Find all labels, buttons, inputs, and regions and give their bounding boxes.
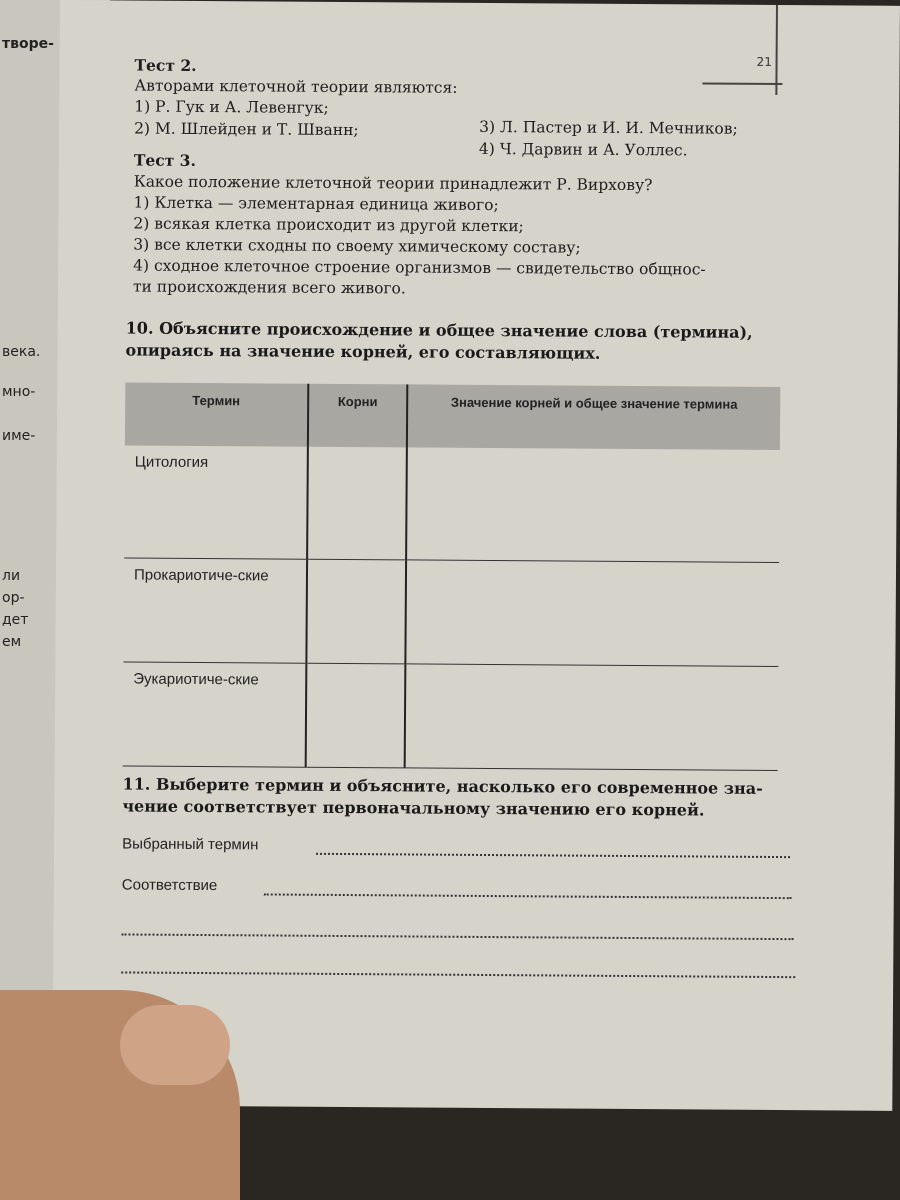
- roots-cell[interactable]: [307, 447, 407, 560]
- task10-heading-cont: опираясь на значение корней, его составляющих.: [125, 340, 601, 363]
- answer-line[interactable]: [121, 932, 793, 940]
- header-roots: Корни: [308, 384, 407, 448]
- test3-question: Какое положение клеточной теории принадлежит Р. Вирхову?: [133, 172, 653, 195]
- match-field[interactable]: [264, 892, 792, 899]
- answer-line[interactable]: [121, 970, 795, 978]
- task10-heading: 10. Объясните происхождение и общее значение слова (термина),: [125, 318, 753, 342]
- meaning-cell[interactable]: [405, 663, 779, 770]
- chosen-term-field[interactable]: [316, 852, 790, 858]
- left-fragment: ем: [2, 634, 22, 650]
- table-row: [123, 557, 779, 666]
- test3-title: Тест 3.: [133, 150, 196, 170]
- test3-option-4-cont: ти происхождения всего живого.: [132, 277, 406, 298]
- thumb: [120, 1005, 230, 1085]
- header-meaning: Значение корней и общее значение термина: [407, 384, 780, 450]
- task11-heading-cont: чение соответствует первоначальному значению его корней.: [122, 796, 705, 820]
- left-fragment: творе-: [2, 36, 54, 52]
- left-fragment: ли: [2, 568, 21, 584]
- page-number: 21: [756, 54, 772, 69]
- table-header-row: [125, 382, 780, 450]
- test2-option-3[interactable]: 3) Л. Пастер и И. И. Мечников;: [479, 117, 738, 138]
- test3-option-2[interactable]: 2) всякая клетка происходит из другой клетки;: [133, 214, 524, 236]
- term-cell: Прокариотиче-ские: [123, 557, 307, 662]
- test2-question: Авторами клеточной теории являются:: [134, 76, 458, 97]
- roots-cell[interactable]: [306, 663, 406, 768]
- meaning-cell[interactable]: [405, 559, 779, 666]
- test2-option-1[interactable]: 1) Р. Гук и А. Левенгук;: [134, 97, 329, 117]
- left-fragment: дет: [2, 612, 29, 628]
- roots-cell[interactable]: [306, 559, 406, 664]
- margin-rule: [702, 82, 782, 85]
- left-fragment: ор-: [2, 590, 25, 606]
- margin-rule: [775, 5, 778, 95]
- test2-option-4[interactable]: 4) Ч. Дарвин и А. Уоллес.: [478, 139, 688, 160]
- header-term: Термин: [125, 382, 308, 446]
- test2-title: Тест 2.: [134, 55, 197, 75]
- left-fragment: века.: [2, 344, 41, 360]
- table-row: [123, 661, 779, 770]
- table-row: [124, 445, 780, 562]
- meaning-cell[interactable]: [406, 447, 780, 562]
- task11-heading: 11. Выберите термин и объясните, насколько его современное зна-: [122, 774, 763, 798]
- terms-table: [123, 382, 781, 770]
- match-label: Соответствие: [121, 876, 218, 895]
- test3-option-3[interactable]: 3) все клетки сходны по своему химическому составу;: [133, 235, 581, 257]
- left-fragment: мно-: [2, 384, 36, 400]
- chosen-term-label: Выбранный термин: [122, 835, 259, 854]
- term-cell: Эукариотиче-ские: [123, 661, 307, 766]
- workbook-page: [52, 0, 900, 1111]
- test3-option-1[interactable]: 1) Клетка — элементарная единица живого;: [133, 193, 499, 215]
- test2-option-2[interactable]: 2) М. Шлейден и Т. Шванн;: [134, 119, 359, 140]
- left-fragment: име-: [2, 428, 36, 444]
- test3-option-4[interactable]: 4) сходное клеточное строение организмов — свидетельство общнос-: [133, 256, 706, 279]
- term-cell: Цитология: [124, 445, 308, 558]
